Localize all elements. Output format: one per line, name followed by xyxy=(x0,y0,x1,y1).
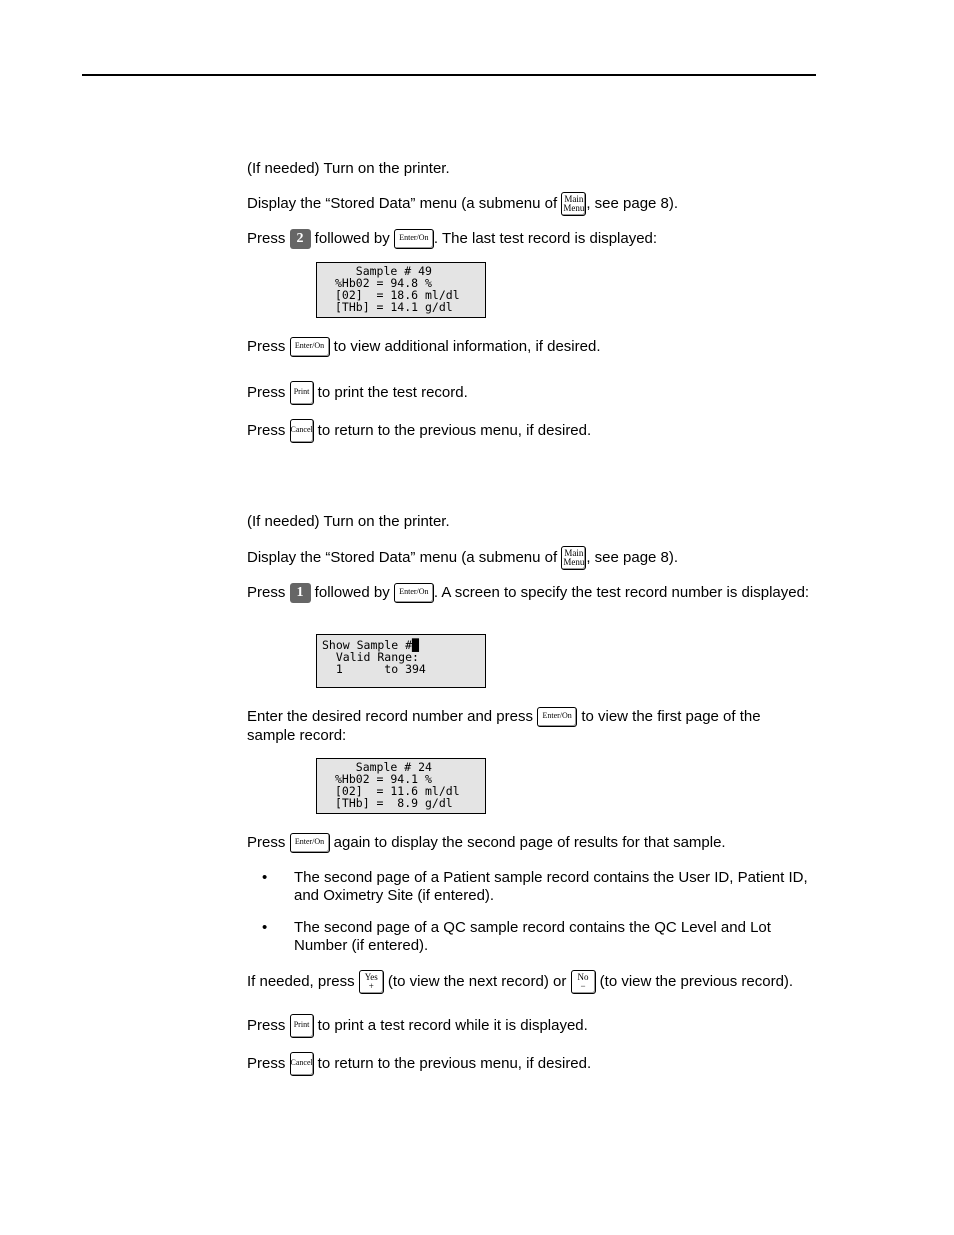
s1-press-2-step: Press 2 followed by Enter/On . The last test record is displayed: xyxy=(247,229,657,249)
s1-view-info-step: Press Enter/On to view additional information, if desired. xyxy=(247,337,601,357)
s2-press-1-step: Press 1 followed by Enter/On . A screen to specify the test record number is displayed: xyxy=(247,583,812,603)
enter-on-key-icon: Enter/On xyxy=(290,337,330,357)
lcd-line: Show Sample #█ xyxy=(322,638,419,652)
s2-print-step: Press Print to print a test record while it is displayed. xyxy=(247,1014,588,1038)
lcd-line: Valid Range: xyxy=(322,650,419,664)
lcd-line: Sample # 49 xyxy=(335,264,432,278)
no-minus-key-icon: No − xyxy=(571,970,596,994)
bullet-icon: • xyxy=(262,869,268,886)
s2-cancel-step: Press Cancel to return to the previous menu, if desired. xyxy=(247,1052,591,1076)
s1-printer-step: (If needed) Turn on the printer. xyxy=(247,160,450,177)
lcd-line: %Hb02 = 94.1 % xyxy=(335,772,432,786)
s2-enter-record-step: Enter the desired record number and press Enter/On to view the first page of the sample record: xyxy=(247,707,761,744)
lcd-last-record xyxy=(316,262,486,318)
enter-on-key-icon: Enter/On xyxy=(394,583,434,603)
header-rule xyxy=(82,74,816,76)
enter-on-key-icon: Enter/On xyxy=(537,707,577,727)
main-menu-key-icon: Main Menu xyxy=(561,546,586,570)
bullet-qc-record: The second page of a QC sample record contains the QC Level and Lot Number (if entered). xyxy=(294,919,771,954)
lcd-line: [02] = 11.6 ml/dl xyxy=(335,784,460,798)
bullet-patient-record: The second page of a Patient sample record contains the User ID, Patient ID, and Oximetry Site (if entered). xyxy=(294,869,808,904)
lcd-line: [THb] = 14.1 g/dl xyxy=(335,300,453,314)
lcd-line: [02] = 18.6 ml/dl xyxy=(335,288,460,302)
bullet-icon: • xyxy=(262,919,268,936)
s1-print-step: Press Print to print the test record. xyxy=(247,381,468,405)
lcd-line: [THb] = 8.9 g/dl xyxy=(335,796,453,810)
s2-stored-data-step: Display the “Stored Data” menu (a submenu of Main Menu , see page 8). xyxy=(247,546,678,570)
number-1-key-icon: 1 xyxy=(290,583,311,603)
lcd-line: Sample # 24 xyxy=(335,760,432,774)
yes-plus-key-icon: Yes + xyxy=(359,970,384,994)
enter-on-key-icon: Enter/On xyxy=(394,229,434,249)
lcd-record-number-entry xyxy=(316,634,486,688)
s1-cancel-step: Press Cancel to return to the previous menu, if desired. xyxy=(247,419,591,443)
s1-stored-data-step: Display the “Stored Data” menu (a submenu of Main Menu , see page 8). xyxy=(247,192,678,216)
lcd-line: 1 to 394 xyxy=(322,662,426,676)
cancel-key-icon: Cancel xyxy=(290,1052,314,1076)
s2-second-page-step: Press Enter/On again to display the second page of results for that sample. xyxy=(247,833,726,853)
number-2-key-icon: 2 xyxy=(290,229,311,249)
enter-on-key-icon: Enter/On xyxy=(290,833,330,853)
print-key-icon: Print xyxy=(290,1014,314,1038)
s2-printer-step: (If needed) Turn on the printer. xyxy=(247,513,450,530)
s2-navigate-step: If needed, press Yes + (to view the next record) or No − (to view the previous record). xyxy=(247,970,793,994)
cancel-key-icon: Cancel xyxy=(290,419,314,443)
lcd-line: %Hb02 = 94.8 % xyxy=(335,276,432,290)
main-menu-key-icon: Main Menu xyxy=(561,192,586,216)
lcd-sample-24 xyxy=(316,758,486,814)
print-key-icon: Print xyxy=(290,381,314,405)
